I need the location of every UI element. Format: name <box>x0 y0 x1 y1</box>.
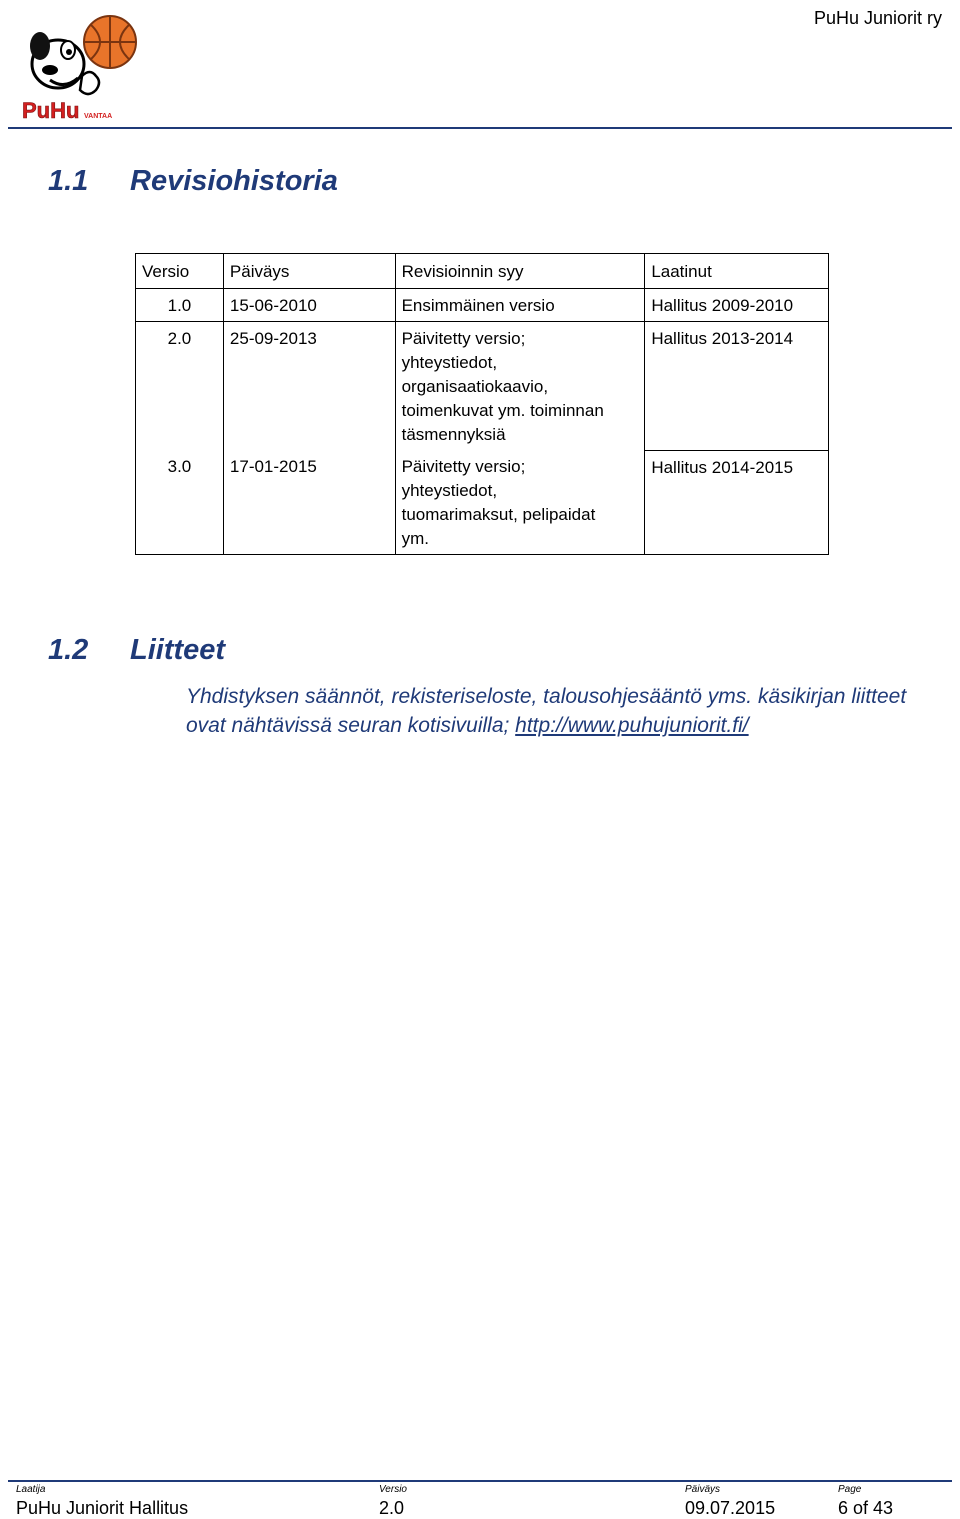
column-header-author: Laatinut <box>645 254 829 289</box>
column-header-reason: Revisioinnin syy <box>395 254 645 289</box>
paragraph-line-2 <box>186 711 946 740</box>
reason-line: täsmennyksiä <box>401 425 506 444</box>
reason-line: Päivitetty versio; <box>401 329 526 348</box>
section-heading-attachments <box>48 634 225 667</box>
reason-line: ym. <box>401 529 429 548</box>
footer-date-label: Päiväys <box>685 1484 721 1495</box>
paragraph-text: ovat nähtävissä seuran kotisivuilla; <box>186 714 516 737</box>
paragraph-line: Yhdistyksen säännöt, rekisteriseloste, talousohjesääntö yms. käsikirjan liitteet <box>186 685 907 708</box>
section-title: Liitteet <box>130 634 226 666</box>
table-row <box>136 322 829 451</box>
reason-line: toimenkuvat ym. toiminnan <box>401 401 604 420</box>
reason-line: yhteystiedot, <box>401 353 498 372</box>
cell-reason <box>395 289 645 322</box>
reason-line: tuomarimaksut, pelipaidat <box>401 505 596 524</box>
footer-divider <box>8 1480 952 1482</box>
cell-version: 2.0 <box>136 322 224 451</box>
table-row <box>136 450 829 555</box>
section-heading-revision-history <box>48 165 338 198</box>
reason-line: Päivitetty versio; <box>401 457 526 476</box>
table-row <box>136 289 829 322</box>
footer-page-label: Page <box>838 1484 862 1495</box>
cell-date: 25-09-2013 <box>223 322 395 451</box>
table-header-row <box>136 254 829 289</box>
footer-date-value: 09.07.2015 <box>685 1498 776 1518</box>
attachments-paragraph <box>186 682 946 740</box>
footer-page-value: 6 of 43 <box>838 1498 894 1518</box>
header-divider <box>8 127 952 129</box>
footer-version-label: Versio <box>379 1484 407 1495</box>
cell-author: Hallitus 2014-2015 <box>645 450 829 555</box>
logo-text: PuHu <box>22 98 80 123</box>
section-title: Revisiohistoria <box>130 165 338 197</box>
section-number: 1.1 <box>48 165 89 197</box>
cell-date: 17-01-2015 <box>223 450 395 555</box>
reason-line: Ensimmäinen versio <box>401 296 555 315</box>
cell-date: 15-06-2010 <box>223 289 395 322</box>
puhu-logo <box>20 6 140 124</box>
header-org-name: PuHu Juniorit ry <box>813 8 942 28</box>
logo-subtext: VANTAA <box>84 113 113 120</box>
cell-version: 1.0 <box>136 289 224 322</box>
column-header-date: Päiväys <box>223 254 395 289</box>
cell-version: 3.0 <box>136 450 224 555</box>
homepage-link[interactable]: http://www.puhujuniorit.fi/ <box>515 714 749 737</box>
footer-version-value: 2.0 <box>379 1498 405 1518</box>
cell-reason <box>395 322 645 451</box>
column-header-version: Versio <box>136 254 224 289</box>
cell-author: Hallitus 2009-2010 <box>645 289 829 322</box>
reason-line: organisaatiokaavio, <box>401 377 549 396</box>
reason-line: yhteystiedot, <box>401 481 498 500</box>
cell-reason <box>395 450 645 555</box>
revision-history-table <box>135 253 829 555</box>
section-number: 1.2 <box>48 634 89 666</box>
cell-author: Hallitus 2013-2014 <box>645 322 829 451</box>
footer-author-label: Laatija <box>16 1484 46 1495</box>
footer-author-value: PuHu Juniorit Hallitus <box>16 1498 189 1518</box>
